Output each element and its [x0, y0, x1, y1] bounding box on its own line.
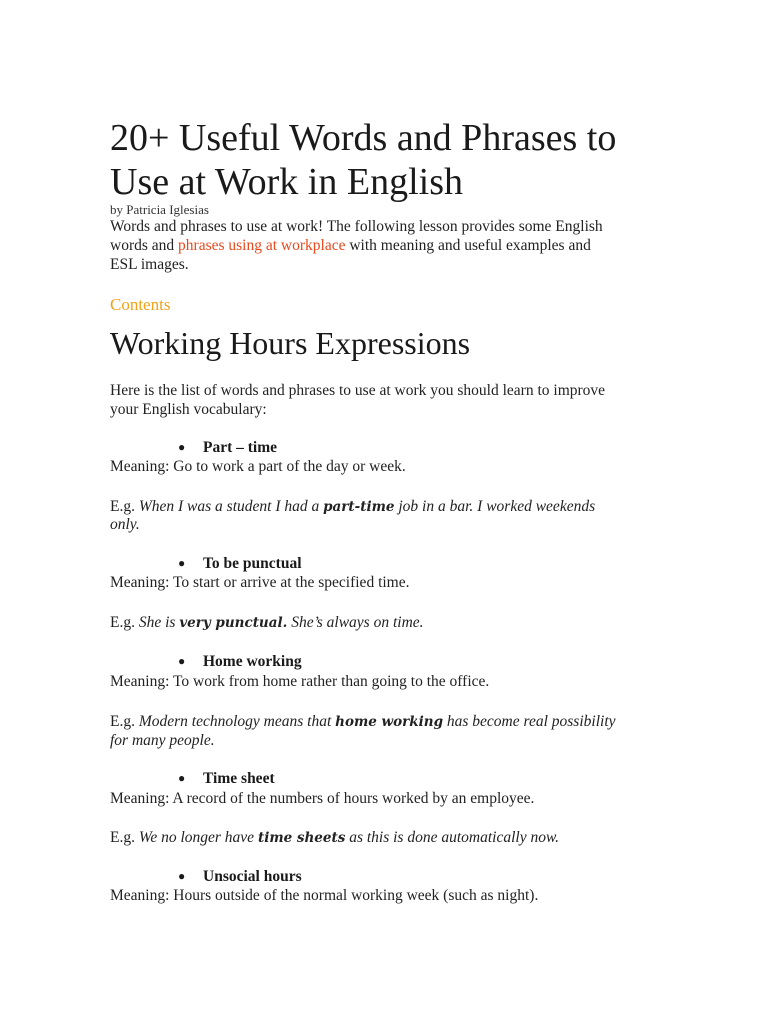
term-name: Time sheet — [203, 770, 275, 787]
term-name: Home working — [203, 653, 302, 670]
eg-text-bold: very punctual. — [179, 615, 288, 631]
term-example — [110, 497, 595, 517]
eg-text-line-2: only. — [110, 516, 140, 533]
term-example — [110, 828, 559, 848]
term-meaning: Meaning: A record of the numbers of hours worked by an employee. — [110, 790, 535, 807]
intro-line-3: ESL images. — [110, 256, 189, 273]
term-example-line-2 — [110, 731, 215, 750]
eg-text-post: job in a bar. I worked weekends — [394, 498, 596, 515]
eg-text-pre: When I was a student I had a — [138, 498, 324, 515]
term-bullet — [178, 770, 275, 788]
eg-text-bold: part-time — [323, 499, 395, 515]
author-byline: by Patricia Iglesias — [110, 202, 209, 217]
term-name: Part – time — [203, 439, 278, 456]
eg-label: E.g. — [110, 829, 139, 846]
section-lead-line-2: your English vocabulary: — [110, 401, 267, 418]
term-example-line-2 — [110, 515, 140, 534]
eg-text-pre: Modern technology means that — [138, 713, 336, 730]
eg-text-bold: time sheets — [257, 830, 346, 846]
eg-label: E.g. — [110, 713, 139, 730]
article-title-line-1: 20+ Useful Words and Phrases to — [110, 117, 617, 159]
eg-text-bold: home working — [335, 714, 444, 730]
bullet-icon: ● — [178, 654, 186, 668]
term-name: Unsocial hours — [203, 868, 302, 885]
eg-label: E.g. — [110, 498, 139, 515]
bullet-icon: ● — [178, 869, 186, 883]
eg-text-post: as this is done automatically now. — [345, 829, 560, 846]
term-meaning: Meaning: To start or arrive at the specified time. — [110, 574, 410, 591]
term-example — [110, 613, 424, 633]
eg-text-line-2: for many people. — [110, 732, 215, 749]
eg-text-post: has become real possibility — [443, 713, 616, 730]
term-meaning: Meaning: Hours outside of the normal working week (such as night). — [110, 887, 539, 904]
eg-text-pre: She is — [138, 614, 180, 631]
eg-text-post: She’s always on time. — [287, 614, 424, 631]
term-name: To be punctual — [203, 555, 302, 572]
article-title-line-2: Use at Work in English — [110, 161, 463, 203]
intro-line-2 — [110, 236, 591, 255]
term-meaning: Meaning: To work from home rather than going to the office. — [110, 673, 490, 690]
term-bullet — [178, 439, 277, 457]
bullet-icon: ● — [178, 440, 186, 454]
term-bullet — [178, 653, 302, 671]
intro-line-2-post: with meaning and useful examples and — [345, 237, 591, 254]
section-heading: Working Hours Expressions — [110, 325, 471, 361]
bullet-icon: ● — [178, 556, 186, 570]
phrases-workplace-link[interactable]: phrases using at workplace — [178, 237, 346, 254]
eg-text-pre: We no longer have — [138, 829, 258, 846]
term-example — [110, 712, 616, 732]
eg-label: E.g. — [110, 614, 139, 631]
intro-line-2-pre: words and — [110, 237, 179, 254]
bullet-icon: ● — [178, 771, 186, 785]
term-meaning: Meaning: Go to work a part of the day or week. — [110, 458, 406, 475]
contents-link[interactable]: Contents — [110, 295, 171, 314]
term-bullet — [178, 868, 302, 886]
intro-line-1: Words and phrases to use at work! The following lesson provides some English — [110, 218, 603, 235]
section-lead-line-1: Here is the list of words and phrases to use at work you should learn to improve — [110, 382, 606, 399]
term-bullet — [178, 555, 302, 573]
